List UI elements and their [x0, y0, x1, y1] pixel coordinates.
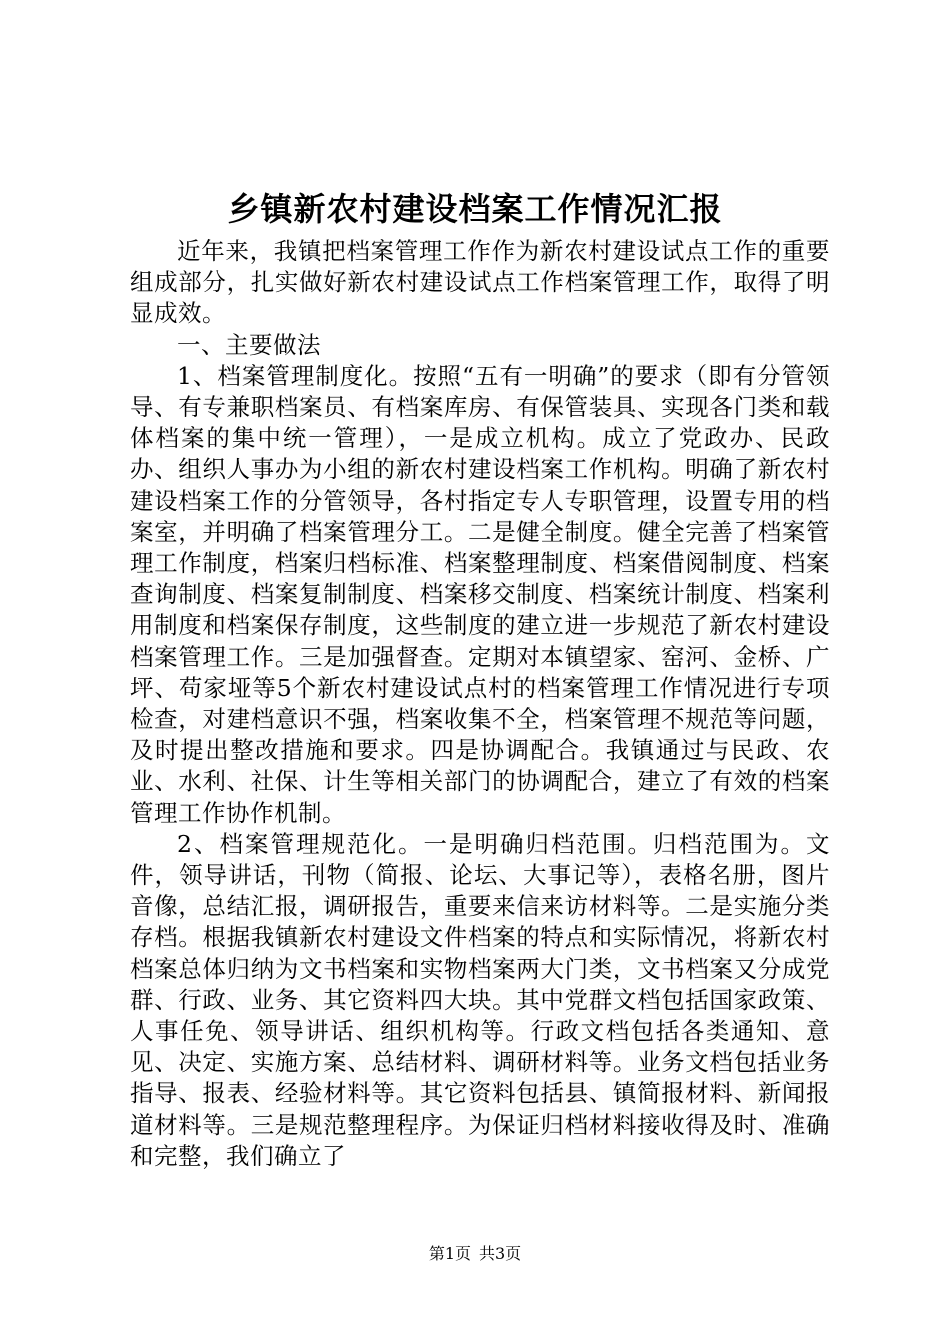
- section-heading: 一、主要做法: [177, 330, 321, 359]
- page-number: 第1页: [428, 1244, 471, 1263]
- page-total: 共3页: [479, 1244, 522, 1263]
- body-paragraph: 1、档案管理制度化。按照“五有一明确”的要求（即有分管领导、有专兼职档案员、有档案库房、有保管装具、实现各门类和载体档案的集中统一管理），一是成立机构。成立了党政办、民政办、组织人事办为小组的新农村建设档案工作机构。明确了新农村建设档案工作的分管领导，各村指定专人专职管理，设置专用的档案室，并明确了档案管理分工。二是健全制度。健全完善了档案管理工作制度，档案归档标准、档案整理制度、档案借阅制度、档案查询制度、档案复制制度、档案移交制度、档案统计制度、档案利用制度和档案保存制度，这些制度的建立进一步规范了新农村建设档案管理工作。三是加强督查。定期对本镇望家、窑河、金桥、广坪、苟家垭等5个新农村建设试点村的档案管理工作情况进行专项检查，对建档意识不强，档案收集不全，档案管理不规范等问题，及时提出整改措施和要求。四是协调配合。我镇通过与民政、农业、水利、社保、计生等相关部门的协调配合，建立了有效的档案管理工作协作机制。: [130, 361, 830, 827]
- intro-paragraph: 近年来，我镇把档案管理工作作为新农村建设试点工作的重要组成部分，扎实做好新农村建设试点工作档案管理工作，取得了明显成效。: [130, 237, 830, 328]
- document-title: 乡镇新农村建设档案工作情况汇报: [227, 190, 723, 228]
- page-footer: [0, 1243, 950, 1265]
- body-paragraph: 2、档案管理规范化。一是明确归档范围。归档范围为。文件，领导讲话，刊物（简报、论坛、大事记等），表格名册，图片音像，总结汇报，调研报告，重要来信来访材料等。二是实施分类存档。根据我镇新农村建设文件档案的特点和实际情况，将新农村档案总体归纳为文书档案和实物档案两大门类，文书档案又分成党群、行政、业务、其它资料四大块。其中党群文档包括国家政策、人事任免、领导讲话、组织机构等。行政文档包括各类通知、意见、决定、实施方案、总结材料、调研材料等。业务文档包括业务指导、报表、经验材料等。其它资料包括县、镇简报材料、新闻报道材料等。三是规范整理程序。为保证归档材料接收得及时、准确和完整，我们确立了: [130, 829, 830, 1170]
- document-body: [130, 236, 830, 1172]
